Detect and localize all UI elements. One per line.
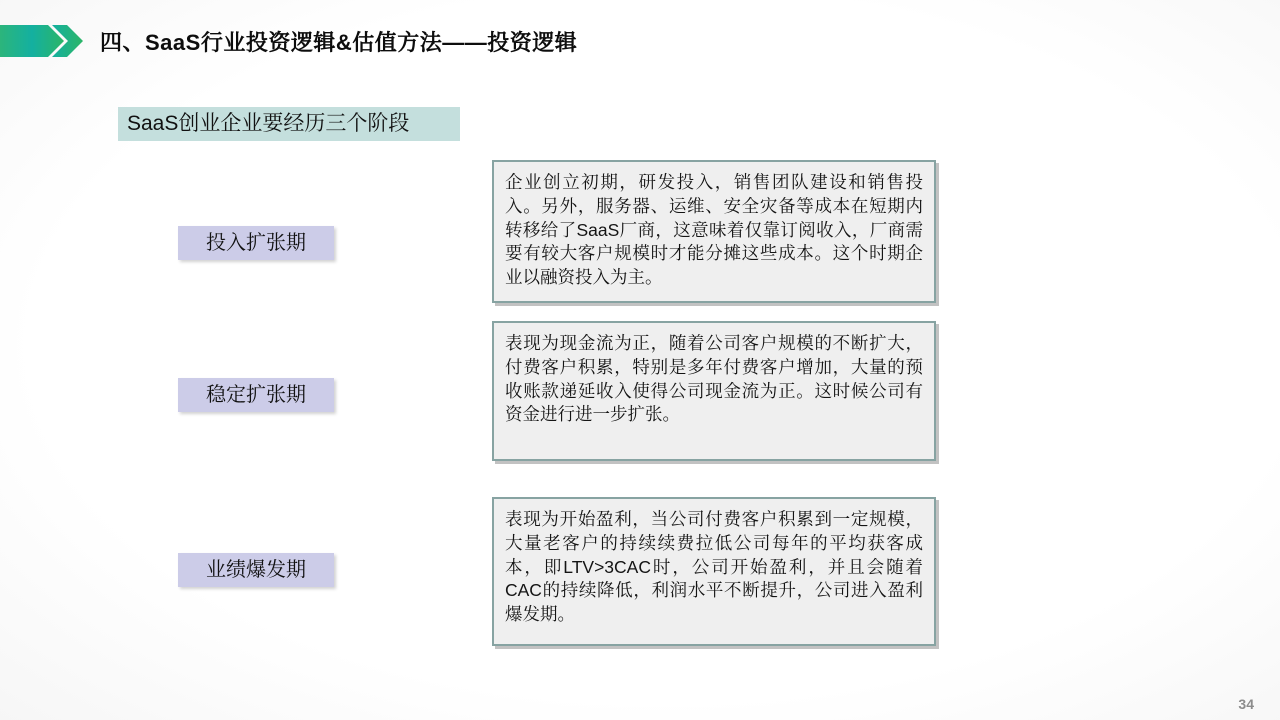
stage-label-stable-expansion: 稳定扩张期 bbox=[178, 378, 334, 412]
stage-label-invest-expansion: 投入扩张期 bbox=[178, 226, 334, 260]
stage-description-stable-expansion: 表现为现金流为正，随着公司客户规模的不断扩大，付费客户积累，特别是多年付费客户增加，大量的预收账款递延收入使得公司现金流为正。这时候公司有资金进行进一步扩张。 bbox=[492, 321, 936, 461]
page-number: 34 bbox=[1238, 696, 1254, 712]
page-title: 四、SaaS行业投资逻辑&估值方法——投资逻辑 bbox=[100, 30, 578, 55]
stage-description-performance-burst: 表现为开始盈利，当公司付费客户积累到一定规模，大量老客户的持续续费拉低公司每年的平均获客成本，即LTV>3CAC时，公司开始盈利，并且会随着CAC的持续降低，利润水平不断提升，公司进入盈利爆发期。 bbox=[492, 497, 936, 646]
section-heading: SaaS创业企业要经历三个阶段 bbox=[118, 107, 460, 141]
double-chevron-arrow-icon bbox=[0, 12, 100, 72]
stage-description-invest-expansion: 企业创立初期，研发投入，销售团队建设和销售投入。另外，服务器、运维、安全灾备等成本在短期内转移给了SaaS厂商，这意味着仅靠订阅收入，厂商需要有较大客户规模时才能分摊这些成本。这个时期企业以融资投入为主。 bbox=[492, 160, 936, 303]
stage-label-performance-burst: 业绩爆发期 bbox=[178, 553, 334, 587]
